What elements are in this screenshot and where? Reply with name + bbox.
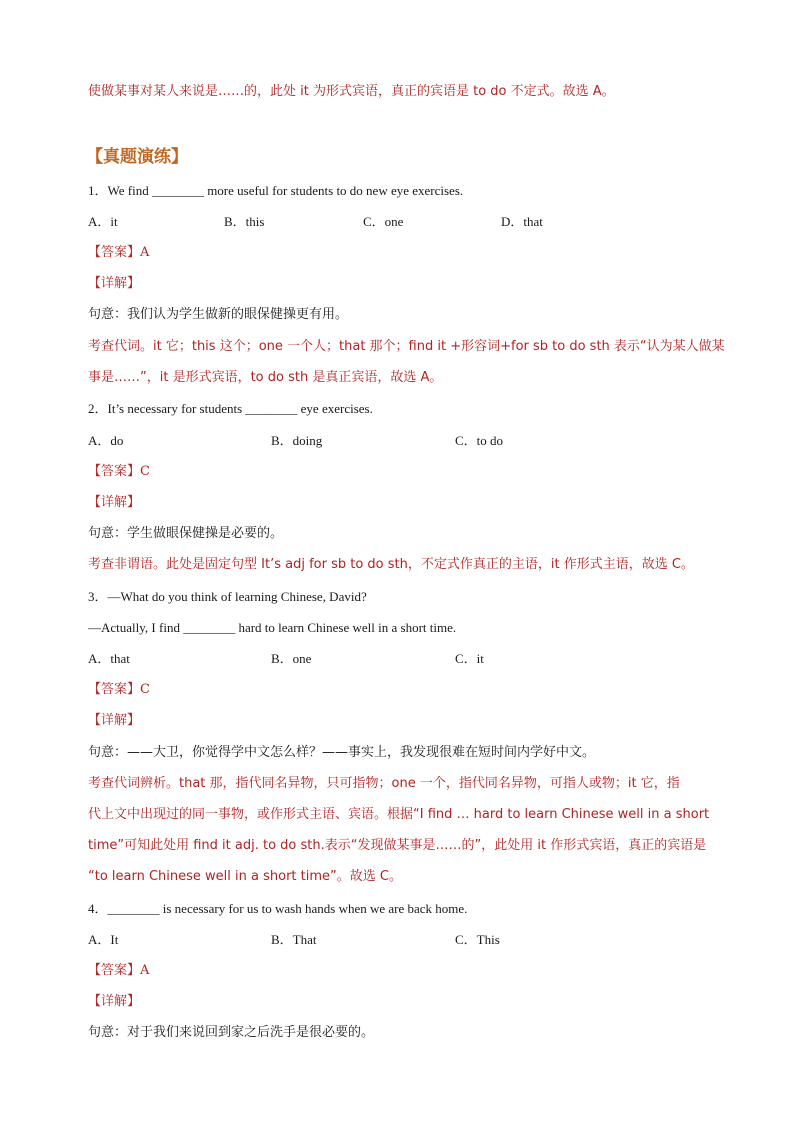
section-title: 【真题演练】 xyxy=(86,147,188,167)
question-4-option-a: A．It xyxy=(88,932,119,947)
question-1-meaning: 句意：我们认为学生做新的眼保健操更有用。 xyxy=(88,307,349,322)
question-1-analysis-line-1: 考查代词。it 它；this 这个；one 一个人；that 那个；find it +形容词+for sb to do sth 表示“认为某人做某 xyxy=(88,339,725,354)
question-4-option-b: B．That xyxy=(271,932,317,947)
question-2-answer xyxy=(88,464,150,480)
question-1-option-b: B．this xyxy=(224,214,265,229)
question-1-option-d: D．that xyxy=(501,214,543,229)
answer-value: A xyxy=(140,963,150,978)
question-3-analysis-line-1: 考查代词辨析。that 那，指代同名异物，只可指物；one 一个，指代同名异物，可指人或物；it 它，指 xyxy=(88,776,680,791)
question-1-answer xyxy=(88,245,149,261)
question-3-detail-label: 【详解】 xyxy=(88,713,141,728)
question-3-meaning: 句意：——大卫，你觉得学中文怎么样？——事实上，我发现很难在短时间内学好中文。 xyxy=(88,745,596,760)
question-2-meaning: 句意：学生做眼保健操是必要的。 xyxy=(88,526,284,541)
question-3-option-b: B．one xyxy=(271,651,312,666)
question-1-detail-label: 【详解】 xyxy=(88,276,141,291)
answer-label: 【答案】 xyxy=(88,963,141,978)
question-3-stem-line-2: —Actually, I find ________ hard to learn Chinese well in a short time. xyxy=(88,620,457,635)
answer-label: 【答案】 xyxy=(88,245,141,260)
answer-value: A xyxy=(140,245,150,260)
answer-label: 【答案】 xyxy=(88,464,141,479)
answer-label: 【答案】 xyxy=(88,682,141,697)
question-3-option-c: C．it xyxy=(455,651,484,666)
question-2-detail-label: 【详解】 xyxy=(88,495,141,510)
answer-value: C xyxy=(140,464,150,479)
question-3-analysis-line-4: “to learn Chinese well in a short time”。故选 C。 xyxy=(88,869,402,884)
question-4-stem: 4．________ is necessary for us to wash hands when we are back home. xyxy=(88,901,468,916)
question-1-option-a: A．it xyxy=(88,214,118,229)
question-1-analysis-line-2: 事是……”，it 是形式宾语，to do sth 是真正宾语，故选 A。 xyxy=(88,370,443,385)
question-1-stem: 1．We find ________ more useful for students to do new eye exercises. xyxy=(88,183,464,198)
question-3-analysis-line-2: 代上文中出现过的同一事物，或作形式主语、宾语。根据“I find … hard to learn Chinese well in a short xyxy=(88,807,710,822)
question-3-option-a: A．that xyxy=(88,651,130,666)
question-3-answer xyxy=(88,682,150,698)
question-3-analysis-line-3: time”可知此处用 find it adj. to do sth.表示“发现做某事是……的”，此处用 it 作形式宾语，真正的宾语是 xyxy=(88,838,707,853)
question-2-option-c: C．to do xyxy=(455,433,504,448)
question-2-option-b: B．doing xyxy=(271,433,323,448)
question-4-meaning: 句意：对于我们来说回到家之后洗手是很必要的。 xyxy=(88,1025,375,1040)
question-4-detail-label: 【详解】 xyxy=(88,994,141,1009)
question-2-option-a: A．do xyxy=(88,433,124,448)
question-4-option-c: C．This xyxy=(455,932,500,947)
question-4-answer xyxy=(88,963,149,979)
question-2-stem: 2．It’s necessary for students ________ eye exercises. xyxy=(88,401,373,416)
intro-text: 使做某事对某人来说是……的，此处 it 为形式宾语，真正的宾语是 to do 不定式。故选 A。 xyxy=(88,84,615,99)
question-1-option-c: C．one xyxy=(363,214,404,229)
answer-value: C xyxy=(140,682,150,697)
question-2-analysis-line-1: 考查非谓语。此处是固定句型 It’s adj for sb to do sth，不定式作真正的主语，it 作形式主语，故选 C。 xyxy=(88,557,694,572)
question-3-stem: 3．—What do you think of learning Chinese, David? xyxy=(88,589,367,604)
